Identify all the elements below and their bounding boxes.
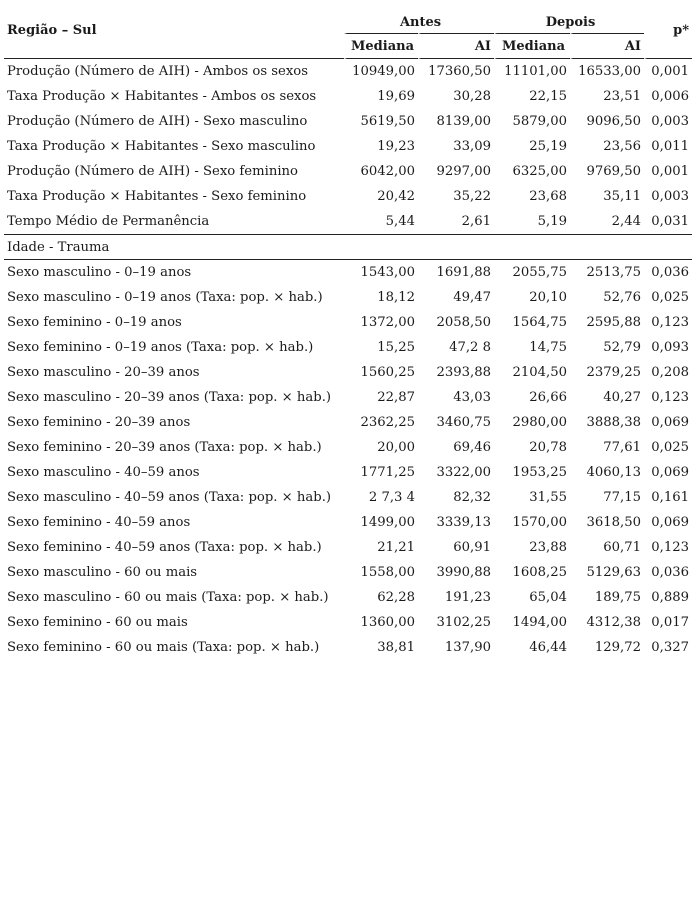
p-value-cell: 0,006: [644, 84, 692, 109]
depois-ai-cell: 9096,50: [570, 109, 644, 134]
antes-header: [344, 6, 494, 33]
antes-ai-cell: 60,91: [418, 535, 494, 560]
depois-mediana-cell: 65,04: [494, 585, 570, 610]
depois-mediana-cell: 46,44: [494, 635, 570, 660]
row-label: Tempo Médio de Permanência: [7, 214, 210, 229]
row-label: Sexo masculino - 0–19 anos: [7, 265, 192, 280]
row-label: Sexo masculino - 40–59 anos (Taxa: pop. × hab.): [7, 490, 332, 505]
p-value-header: p*: [644, 6, 692, 59]
antes-ai-cell: 191,23: [418, 585, 494, 610]
p-value-cell: 0,001: [644, 159, 692, 184]
depois-header: [494, 6, 644, 33]
depois-ai-cell: 9769,50: [570, 159, 644, 184]
depois-ai-cell: 2,44: [570, 209, 644, 234]
antes-mediana-cell: 2362,25: [360, 415, 415, 430]
depois-ai-header: AI: [570, 33, 644, 59]
table-row: [4, 59, 692, 84]
table-row: [4, 159, 692, 184]
p-value-cell: 0,069: [644, 510, 692, 535]
row-label: Sexo feminino - 40–59 anos (Taxa: pop. × hab.): [7, 540, 322, 555]
section-row-group: [4, 234, 692, 260]
depois-ai-cell: 2379,25: [570, 360, 644, 385]
antes-mediana-cell: 19,69: [377, 89, 415, 104]
depois-mediana-cell: 2104,50: [494, 360, 570, 385]
p-value-cell: 0,327: [644, 635, 692, 660]
depois-mediana-cell: 22,15: [494, 84, 570, 109]
antes-mediana-cell: 22,87: [377, 390, 415, 405]
antes-ai-cell: 9297,00: [418, 159, 494, 184]
depois-ai-cell: 189,75: [570, 585, 644, 610]
p-value-cell: 0,123: [644, 535, 692, 560]
antes-mediana-cell: 62,28: [377, 590, 415, 605]
p-value-cell: 0,036: [644, 560, 692, 585]
row-label: Produção (Número de AIH) - Ambos os sexos: [7, 64, 308, 79]
antes-mediana-cell: 5,44: [385, 214, 415, 229]
antes-ai-cell: 3460,75: [418, 410, 494, 435]
p-value-cell: 0,011: [644, 134, 692, 159]
row-label: Sexo masculino - 20–39 anos (Taxa: pop. × hab.): [7, 390, 332, 405]
depois-ai-cell: 5129,63: [570, 560, 644, 585]
antes-mediana-cell: 1560,25: [360, 365, 415, 380]
table-body-top: [4, 59, 692, 234]
table-row: [4, 510, 692, 535]
depois-header-label: Depois: [545, 15, 596, 30]
p-value-cell: 0,889: [644, 585, 692, 610]
depois-mediana-cell: 23,68: [494, 184, 570, 209]
table-row: [4, 209, 692, 234]
table-row: [4, 460, 692, 485]
depois-ai-cell: 16533,00: [570, 59, 644, 84]
row-label: Produção (Número de AIH) - Sexo feminino: [7, 164, 298, 179]
row-label: Produção (Número de AIH) - Sexo masculino: [7, 114, 308, 129]
table-row: [4, 410, 692, 435]
table-row: [4, 84, 692, 109]
table-row: [4, 385, 692, 410]
antes-ai-cell: 43,03: [418, 385, 494, 410]
depois-ai-cell: 3618,50: [570, 510, 644, 535]
antes-header-label: Antes: [399, 15, 442, 30]
p-value-cell: 0,123: [644, 385, 692, 410]
row-label: Sexo masculino - 0–19 anos (Taxa: pop. × hab.): [7, 290, 323, 305]
depois-mediana-cell: 20,78: [494, 435, 570, 460]
table-row: [4, 184, 692, 209]
depois-ai-cell: 129,72: [570, 635, 644, 660]
depois-ai-cell: 52,76: [570, 285, 644, 310]
antes-mediana-cell: 38,81: [377, 640, 415, 655]
row-label: Sexo masculino - 60 ou mais: [7, 565, 198, 580]
antes-mediana-cell: 18,12: [377, 290, 415, 305]
depois-mediana-cell: 1570,00: [494, 510, 570, 535]
table-row: [4, 610, 692, 635]
p-value-cell: 0,003: [644, 109, 692, 134]
depois-mediana-cell: 1953,25: [494, 460, 570, 485]
depois-mediana-cell: 23,88: [494, 535, 570, 560]
region-header: Região – Sul: [4, 6, 344, 59]
table-row: [4, 310, 692, 335]
antes-ai-cell: 3990,88: [418, 560, 494, 585]
antes-ai-cell: 69,46: [418, 435, 494, 460]
antes-ai-cell: 8139,00: [418, 109, 494, 134]
depois-ai-cell: 23,56: [570, 134, 644, 159]
depois-ai-cell: 77,61: [570, 435, 644, 460]
table-row: [4, 360, 692, 385]
antes-mediana-cell: 1558,00: [360, 565, 415, 580]
row-label: Sexo feminino - 0–19 anos (Taxa: pop. × hab.): [7, 340, 314, 355]
antes-mediana-header: Mediana: [344, 33, 418, 59]
row-label: Taxa Produção × Habitantes - Sexo masculino: [7, 139, 316, 154]
antes-ai-cell: 35,22: [418, 184, 494, 209]
depois-mediana-header: Mediana: [494, 33, 570, 59]
depois-ai-cell: 2513,75: [570, 260, 644, 285]
antes-ai-header: AI: [418, 33, 494, 59]
depois-mediana-cell: 25,19: [494, 134, 570, 159]
row-label: Sexo feminino - 20–39 anos (Taxa: pop. × hab.): [7, 440, 322, 455]
table-row: [4, 585, 692, 610]
depois-mediana-cell: 6325,00: [494, 159, 570, 184]
antes-ai-cell: 17360,50: [418, 59, 494, 84]
p-value-cell: 0,161: [644, 485, 692, 510]
antes-mediana-cell: 6042,00: [360, 164, 415, 179]
depois-mediana-cell: 1494,00: [494, 610, 570, 635]
antes-ai-cell: 137,90: [418, 635, 494, 660]
depois-ai-cell: 4060,13: [570, 460, 644, 485]
antes-mediana-cell: 10949,00: [352, 64, 415, 79]
table-row: [4, 134, 692, 159]
row-label: Sexo feminino - 20–39 anos: [7, 415, 191, 430]
antes-mediana-cell: 1372,00: [360, 315, 415, 330]
table-row: [4, 560, 692, 585]
p-value-cell: 0,017: [644, 610, 692, 635]
table-row: [4, 260, 692, 285]
antes-ai-cell: 2058,50: [418, 310, 494, 335]
antes-mediana-cell: 5619,50: [360, 114, 415, 129]
antes-ai-cell: 1691,88: [418, 260, 494, 285]
depois-ai-cell: 77,15: [570, 485, 644, 510]
section-row: [4, 234, 692, 260]
antes-mediana-cell: 2 7,3 4: [368, 490, 415, 505]
table-row: [4, 435, 692, 460]
antes-mediana-cell: 20,00: [377, 440, 415, 455]
depois-ai-cell: 2595,88: [570, 310, 644, 335]
row-label: Sexo masculino - 60 ou mais (Taxa: pop. × hab.): [7, 590, 329, 605]
data-table: [4, 6, 692, 660]
p-value-cell: 0,025: [644, 285, 692, 310]
depois-mediana-cell: 2055,75: [494, 260, 570, 285]
depois-mediana-cell: 26,66: [494, 385, 570, 410]
table-row: [4, 335, 692, 360]
depois-mediana-cell: 5,19: [494, 209, 570, 234]
data-table-container: [4, 6, 692, 660]
antes-ai-cell: 49,47: [418, 285, 494, 310]
p-value-cell: 0,069: [644, 410, 692, 435]
depois-ai-cell: 40,27: [570, 385, 644, 410]
row-label: Sexo feminino - 60 ou mais: [7, 615, 188, 630]
p-value-cell: 0,208: [644, 360, 692, 385]
table-row: [4, 635, 692, 660]
row-label: Taxa Produção × Habitantes - Ambos os sexos: [7, 89, 317, 104]
antes-mediana-cell: 21,21: [377, 540, 415, 555]
p-value-cell: 0,123: [644, 310, 692, 335]
antes-mediana-cell: 1543,00: [360, 265, 415, 280]
depois-mediana-cell: 11101,00: [494, 59, 570, 84]
row-label: Sexo masculino - 20–39 anos: [7, 365, 200, 380]
p-value-cell: 0,025: [644, 435, 692, 460]
p-value-cell: 0,031: [644, 209, 692, 234]
p-value-cell: 0,093: [644, 335, 692, 360]
row-label: Sexo feminino - 40–59 anos: [7, 515, 191, 530]
depois-mediana-cell: 1564,75: [494, 310, 570, 335]
antes-mediana-cell: 19,23: [377, 139, 415, 154]
depois-ai-cell: 4312,38: [570, 610, 644, 635]
table-row: [4, 285, 692, 310]
depois-mediana-cell: 2980,00: [494, 410, 570, 435]
depois-mediana-cell: 31,55: [494, 485, 570, 510]
table-header: [4, 6, 692, 59]
p-value-cell: 0,001: [644, 59, 692, 84]
row-label: Sexo masculino - 40–59 anos: [7, 465, 200, 480]
row-label: Sexo feminino - 60 ou mais (Taxa: pop. × hab.): [7, 640, 320, 655]
depois-ai-cell: 52,79: [570, 335, 644, 360]
p-value-cell: 0,069: [644, 460, 692, 485]
row-label: Sexo feminino - 0–19 anos: [7, 315, 182, 330]
table-row: [4, 535, 692, 560]
table-row: [4, 485, 692, 510]
antes-mediana-cell: 1360,00: [360, 615, 415, 630]
depois-mediana-cell: 20,10: [494, 285, 570, 310]
antes-mediana-cell: 15,25: [377, 340, 415, 355]
depois-mediana-cell: 5879,00: [494, 109, 570, 134]
antes-ai-cell: 2393,88: [418, 360, 494, 385]
antes-ai-cell: 30,28: [418, 84, 494, 109]
antes-mediana-cell: 20,42: [377, 189, 415, 204]
depois-mediana-cell: 14,75: [494, 335, 570, 360]
section-label: Idade - Trauma: [4, 234, 692, 260]
antes-ai-cell: 3339,13: [418, 510, 494, 535]
p-value-cell: 0,036: [644, 260, 692, 285]
depois-mediana-cell: 1608,25: [494, 560, 570, 585]
antes-ai-cell: 82,32: [418, 485, 494, 510]
depois-ai-cell: 3888,38: [570, 410, 644, 435]
table-row: [4, 109, 692, 134]
depois-ai-cell: 23,51: [570, 84, 644, 109]
antes-ai-cell: 47,2 8: [418, 335, 494, 360]
antes-ai-cell: 2,61: [418, 209, 494, 234]
antes-ai-cell: 3322,00: [418, 460, 494, 485]
antes-mediana-cell: 1771,25: [360, 465, 415, 480]
row-label: Taxa Produção × Habitantes - Sexo feminino: [7, 189, 307, 204]
p-value-cell: 0,003: [644, 184, 692, 209]
table-body-age: [4, 260, 692, 660]
antes-ai-cell: 33,09: [418, 134, 494, 159]
depois-ai-cell: 35,11: [570, 184, 644, 209]
antes-ai-cell: 3102,25: [418, 610, 494, 635]
antes-mediana-cell: 1499,00: [360, 515, 415, 530]
depois-ai-cell: 60,71: [570, 535, 644, 560]
